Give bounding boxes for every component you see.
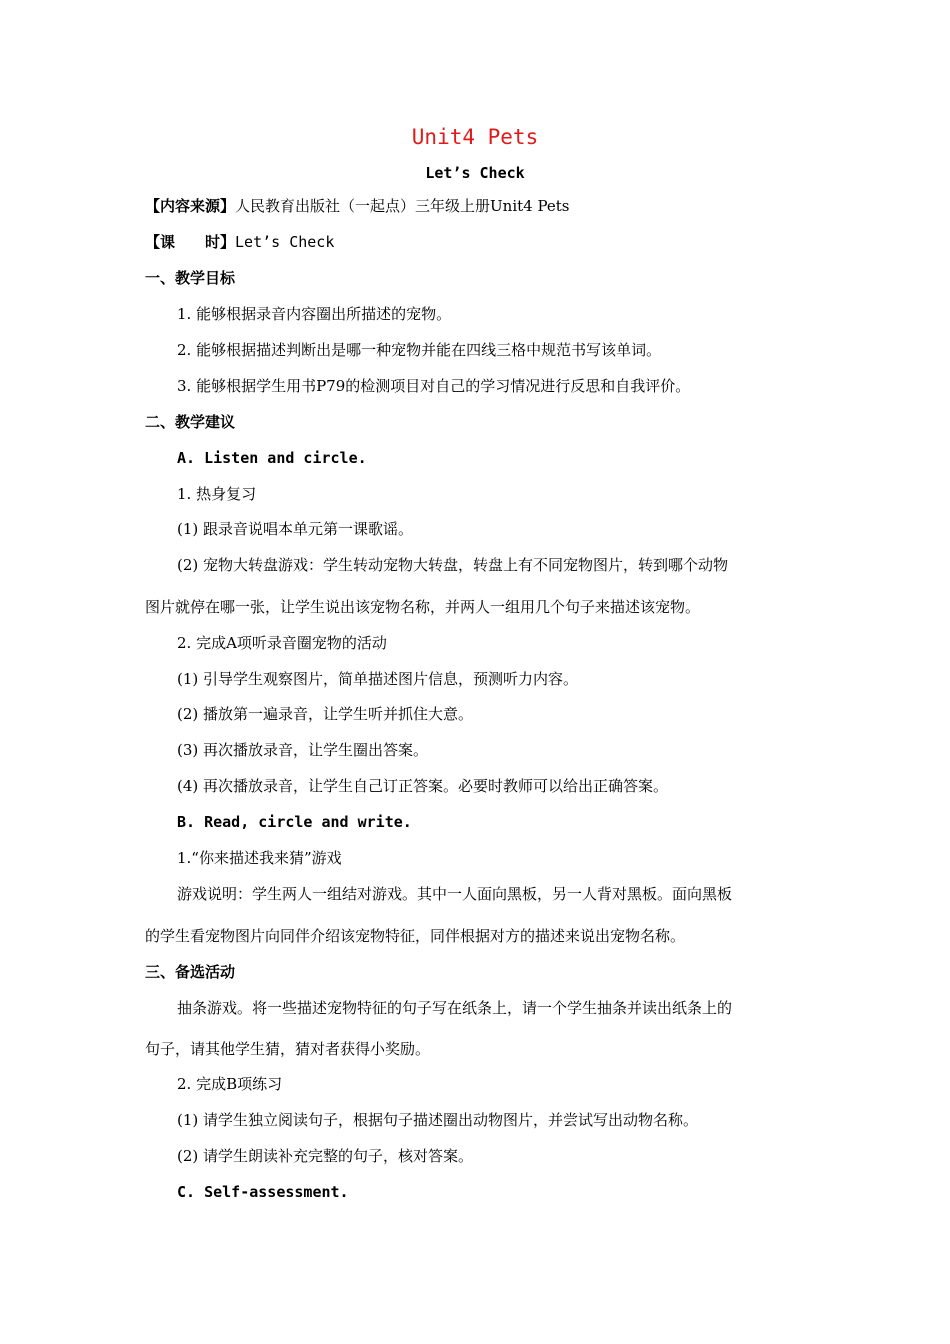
source-label: 【内容来源】 <box>145 197 236 215</box>
step-b1-desc-line1: 游戏说明：学生两人一组结对游戏。其中一人面向黑板，另一人背对黑板。面向黑板 <box>177 885 733 903</box>
objective-item: 2. 能够根据描述判断出是哪一种宠物并能在四线三格中规范书写该单词。 <box>177 341 662 359</box>
optional-activity-line2: 句子，请其他学生猜，猜对者获得小奖励。 <box>145 1040 431 1058</box>
step-b2-1: (1) 请学生独立阅读句子，根据句子描述圈出动物图片，并尝试写出动物名称。 <box>177 1111 699 1129</box>
step-b1: 1.“你来描述我来猜”游戏 <box>177 849 342 867</box>
step-b2: 2. 完成B项练习 <box>177 1075 283 1093</box>
step-a2-2: (2) 播放第一遍录音，让学生听并抓住大意。 <box>177 705 474 723</box>
section-heading-suggestions: 二、教学建议 <box>145 413 236 431</box>
step-a1-2-line1: (2) 宠物大转盘游戏：学生转动宠物大转盘，转盘上有不同宠物图片，转到哪个动物 <box>177 556 729 574</box>
part-c-heading: C. Self-assessment. <box>177 1183 349 1201</box>
objective-item: 3. 能够根据学生用书P79的检测项目对自己的学习情况进行反思和自我评价。 <box>177 377 691 395</box>
document-subtitle: Let’s Check <box>425 164 525 182</box>
optional-activity-line1: 抽条游戏。将一些描述宠物特征的句子写在纸条上，请一个学生抽条并读出纸条上的 <box>177 999 733 1017</box>
part-b-heading: B. Read, circle and write. <box>177 813 412 831</box>
step-a1: 1. 热身复习 <box>177 485 257 503</box>
source-value: 人民教育出版社（一起点）三年级上册Unit4 Pets <box>235 197 570 215</box>
step-b2-2: (2) 请学生朗读补充完整的句子，核对答案。 <box>177 1147 474 1165</box>
step-a2-3: (3) 再次播放录音，让学生圈出答案。 <box>177 741 429 759</box>
part-a-heading: A. Listen and circle. <box>177 449 367 467</box>
source-line <box>145 195 569 217</box>
step-a1-2-line2: 图片就停在哪一张，让学生说出该宠物名称，并两人一组用几个句子来描述该宠物。 <box>145 598 701 616</box>
step-a2: 2. 完成A项听录音圈宠物的活动 <box>177 634 387 652</box>
period-value: Let’s Check <box>235 233 335 251</box>
step-b1-desc-line2: 的学生看宠物图片向同伴介绍该宠物特征，同伴根据对方的描述来说出宠物名称。 <box>145 927 686 945</box>
document-title: Unit4 Pets <box>411 125 539 149</box>
section-heading-objectives: 一、教学目标 <box>145 269 236 287</box>
period-label: 【课 时】 <box>145 233 236 251</box>
step-a1-1: (1) 跟录音说唱本单元第一课歌谣。 <box>177 520 414 538</box>
step-a2-4: (4) 再次播放录音，让学生自己订正答案。必要时教师可以给出正确答案。 <box>177 777 669 795</box>
step-a2-1: (1) 引导学生观察图片，简单描述图片信息，预测听力内容。 <box>177 670 579 688</box>
section-heading-optional: 三、备选活动 <box>145 963 236 981</box>
objective-item: 1. 能够根据录音内容圈出所描述的宠物。 <box>177 305 452 323</box>
period-line <box>145 231 334 253</box>
